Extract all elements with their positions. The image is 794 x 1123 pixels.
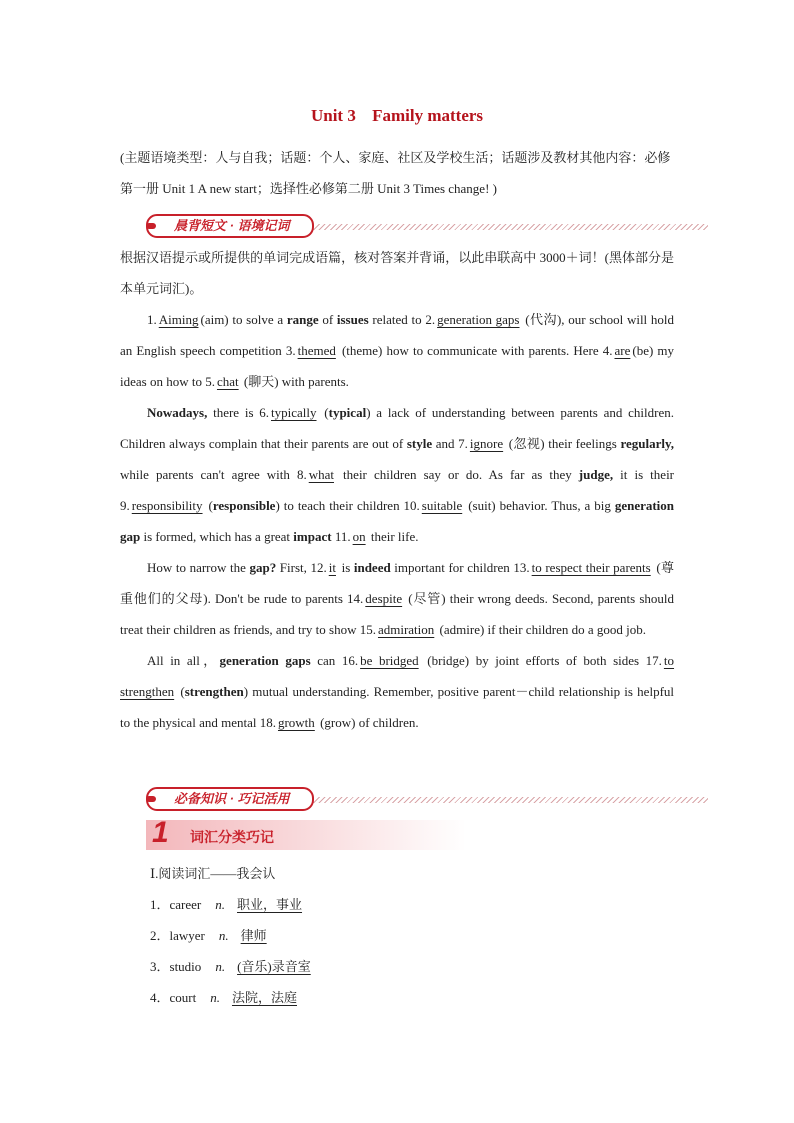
paragraph-2: Nowadays, there is 6. typically (typical) a lack of understanding between parents and children. Children always complain that their parents are out of style and 7. ignore (忽视) their feelings regularly, while parents can't agree with 8. what their children say or do. As far as they judge, it is their 9. responsibility (responsible) to teach their children 10. suitable (suit) behavior. Thus, a big generation gap is formed, which has a great impact 11. on their life.: [120, 405, 675, 544]
paragraph-3: How to narrow the gap? First, 12. it is indeed important for children 13. to respect their parents (尊重他们的父母). Don't be rude to parents 14. despite (尽管) their wrong deeds. Second, parents should treat their children as friends, and try to show 15. admiration (admire) if their children do a good job.: [120, 560, 675, 637]
paragraph-1: 1. Aiming (aim) to solve a range of issues related to 2. generation gaps (代沟), our school will hold an English speech competition 3. themed (theme) how to communicate with parents. Here 4. are (be) my ideas on how to 5. chat (聊天) with parents.: [120, 312, 675, 389]
answer-blank: it: [328, 560, 336, 575]
answer-blank: to strengthen: [120, 653, 675, 699]
banner-hatch-divider: [296, 797, 708, 803]
answer-blank: growth: [277, 715, 315, 730]
unit-name: Family matters: [372, 106, 484, 125]
unit-title: [0, 106, 794, 126]
answer-blank: admiration: [377, 622, 435, 637]
answer-blank: chat: [216, 374, 239, 389]
vocab-meaning: 法院，法庭: [231, 990, 297, 1005]
answer-blank: generation gaps: [437, 312, 520, 327]
answer-blank: Aiming: [158, 312, 199, 327]
vocab-word: career: [169, 897, 202, 912]
banner-morning-reading: [146, 214, 708, 236]
answer-blank: what: [308, 467, 334, 482]
vocab-list: [150, 858, 313, 1013]
vocab-subheading: Ⅰ.阅读词汇——我会认: [150, 866, 276, 881]
answer-blank: suitable: [421, 498, 463, 513]
answer-blank: be bridged: [360, 653, 419, 668]
list-item: 3．studio n. (音乐)录音室: [150, 959, 311, 974]
section-number: 1: [152, 816, 169, 849]
answer-blank: themed: [297, 343, 336, 358]
paragraph-4: All in all，generation gaps can 16. be bridged (bridge) by joint efforts of both sides 17. to strengthen (strengthen) mutual understanding. Remember, positive parent－child relationship is helpful to the physical and mental 18. growth (grow) of children.: [120, 653, 675, 730]
banner-label: 必备知识 · 巧记活用: [146, 787, 314, 811]
instruction-text: 根据汉语提示或所提供的单词完成语篇，核对答案并背诵，以此串联高中 3000＋词！(黑体部分是本单元词汇)。: [120, 250, 674, 296]
answer-blank: to respect their parents: [531, 560, 651, 575]
vocab-word: court: [169, 990, 197, 1005]
vocab-word: studio: [169, 959, 202, 974]
banner-essential-knowledge: [146, 787, 708, 809]
list-item: 4．court n. 法院，法庭: [150, 990, 297, 1005]
answer-blank: on: [352, 529, 366, 544]
vocab-meaning: 职业，事业: [237, 897, 303, 912]
answer-blank: are: [614, 343, 631, 358]
answer-blank: despite: [365, 591, 403, 606]
answer-blank: typically: [271, 405, 317, 420]
vocab-meaning: 律师: [240, 928, 267, 943]
section-label: 词汇分类巧记: [190, 829, 274, 845]
list-item: 1．career n. 职业，事业: [150, 897, 303, 912]
vocab-meaning: (音乐)录音室: [237, 959, 311, 974]
list-item: 2．lawyer n. 律师: [150, 928, 267, 943]
theme-intro: (主题语境类型：人与自我；话题：个人、家庭、社区及学校生活；话题涉及教材其他内容：必修第一册 Unit 1 A new start；选择性必修第二册 Unit 3 Times change! ): [120, 150, 671, 196]
banner-hatch-divider: [296, 224, 708, 230]
banner-label: 晨背短文 · 语境记词: [146, 214, 314, 238]
answer-blank: ignore: [469, 436, 504, 451]
unit-number: Unit 3: [310, 106, 356, 125]
answer-blank: responsibility: [131, 498, 203, 513]
vocab-word: lawyer: [169, 928, 205, 943]
reading-passage: [120, 242, 674, 738]
section-heading: [146, 816, 466, 850]
